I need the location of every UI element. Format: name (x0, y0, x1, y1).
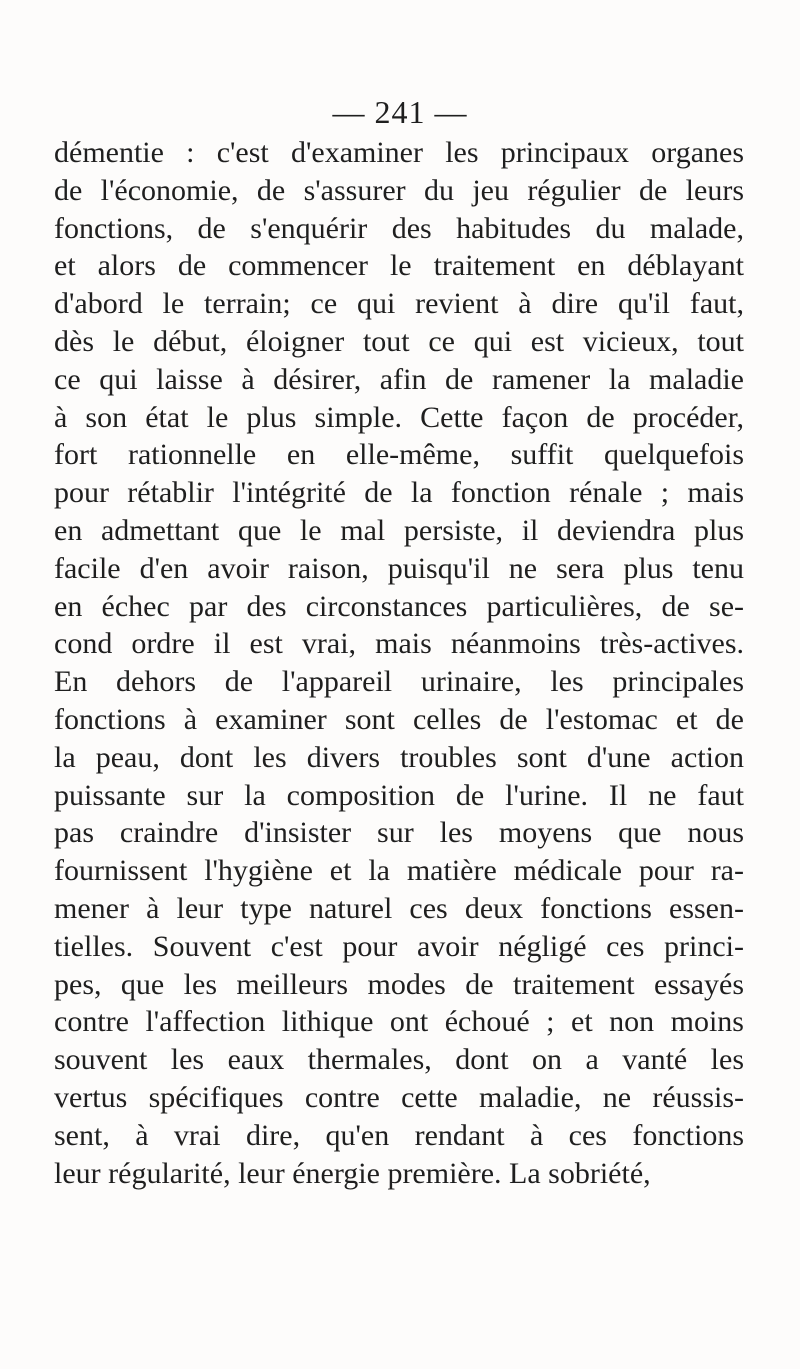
text-line: ce qui laisse à désirer, afin de ramener la maladie (54, 362, 744, 396)
text-line: à son état le plus simple. Cette façon de procéder, (54, 400, 744, 434)
text-line: mener à leur type naturel ces deux fonctions essen- (54, 891, 744, 925)
text-line: En dehors de l'appareil urinaire, les principales (54, 665, 744, 699)
text-line: démentie : c'est d'examiner les principaux organes (54, 136, 744, 169)
text-line: pas craindre d'insister sur les moyens que nous (54, 816, 744, 850)
text-line: et alors de commencer le traitement en déblayant (54, 249, 744, 283)
text-line: cond ordre il est vrai, mais néanmoins très-actives. (54, 627, 744, 661)
text-line: fort rationnelle en elle-même, suffit quelquefois (54, 438, 744, 472)
text-line: leur régularité, leur énergie première. La sobriété, (54, 1156, 651, 1190)
text-line: la peau, dont les divers troubles sont d'une action (54, 740, 744, 774)
text-line: fonctions, de s'enquérir des habitudes du malade, (54, 211, 744, 245)
text-line: de l'économie, de s'assurer du jeu régulier de leurs (54, 173, 744, 207)
page-number: — 241 — (332, 94, 468, 130)
text-line: fonctions à examiner sont celles de l'estomac et de (54, 702, 744, 736)
body-text (54, 134, 744, 1192)
text-line: souvent les eaux thermales, dont on a vanté les (54, 1043, 744, 1077)
text-line: tielles. Souvent c'est pour avoir négligé ces princi- (54, 929, 744, 963)
text-line: sent, à vrai dire, qu'en rendant à ces fonctions (54, 1118, 744, 1152)
text-line: en admettant que le mal persiste, il deviendra plus (54, 513, 744, 547)
text-line: dès le début, éloigner tout ce qui est vicieux, tout (54, 324, 744, 358)
text-line: puissante sur la composition de l'urine. Il ne faut (54, 778, 744, 812)
text-line: d'abord le terrain; ce qui revient à dire qu'il faut, (54, 287, 744, 321)
text-line: pour rétablir l'intégrité de la fonction rénale ; mais (54, 476, 744, 510)
text-line: facile d'en avoir raison, puisqu'il ne sera plus tenu (54, 551, 744, 585)
text-line: fournissent l'hygiène et la matière médicale pour ra- (54, 854, 744, 888)
text-line: vertus spécifiques contre cette maladie, ne réussis- (54, 1080, 744, 1114)
text-line: contre l'affection lithique ont échoué ; et non moins (54, 1005, 744, 1039)
text-line: en échec par des circonstances particulières, de se- (54, 589, 744, 623)
text-line: pes, que les meilleurs modes de traitement essayés (54, 967, 744, 1001)
